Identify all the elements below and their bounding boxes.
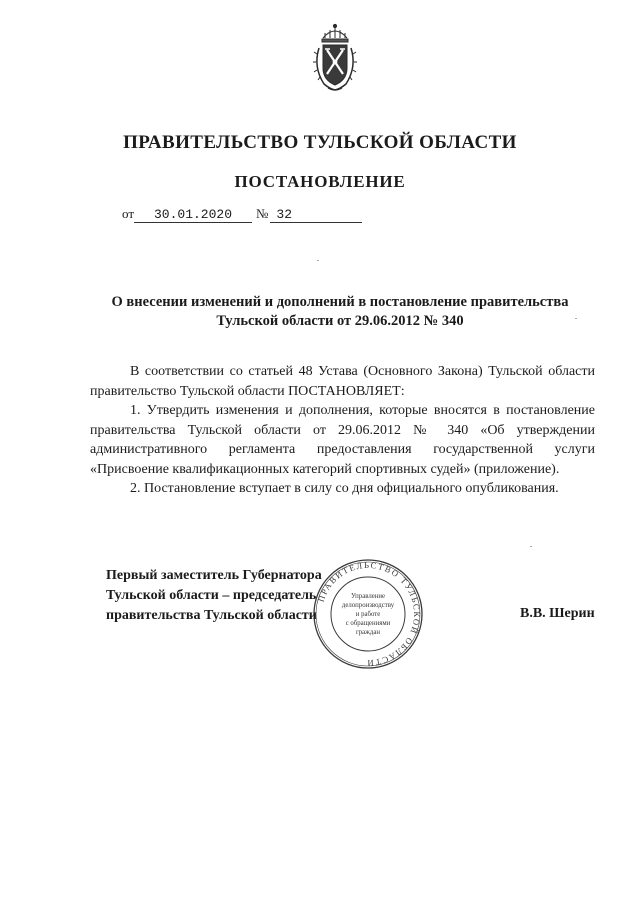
number-value: 32 — [270, 207, 362, 223]
scan-speck — [530, 546, 532, 547]
stamp-line-2: делопроизводству — [341, 602, 395, 609]
item-2-paragraph: 2. Постановление вступает в силу со дня официального опубликования. — [130, 481, 559, 496]
preamble-paragraph: В соответствии со статьей 48 Устава (Основного Закона) Тульской области правительство Тульской области ПОСТАНОВЛЯЕТ: — [90, 364, 595, 399]
scan-speck — [575, 318, 577, 319]
date-label: от — [122, 206, 135, 221]
government-title: ПРАВИТЕЛЬСТВО ТУЛЬСКОЙ ОБЛАСТИ — [123, 132, 517, 153]
position-line-1: Первый заместитель Губернатора — [106, 568, 322, 583]
number-label: № — [256, 206, 269, 221]
document-subject: О внесении изменений и дополнений в постановление правительства Тульской области от 29.06.2012 № 340 — [111, 294, 569, 329]
position-line-2: Тульской области – председатель — [106, 588, 317, 603]
stamp-line-4: с обращениями — [345, 620, 391, 627]
item-1-paragraph: 1. Утвердить изменения и дополнения, которые вносятся в постановление правительства Тульской области от 29.06.2012 № 340 «Об утверждении административного регламента предоставления государственной услуги «Присвоение квалификационных категорий спортивных судей» (приложение). — [90, 403, 595, 477]
signatory-name: В.В. Шерин — [520, 606, 595, 621]
stamp-ring-text: ПРАВИТЕЛЬСТВО ТУЛЬСКОЙ ОБЛАСТИ — [315, 559, 423, 669]
stamp-line-5: граждан — [355, 629, 381, 636]
signatory-position — [106, 566, 346, 626]
scan-speck — [317, 260, 319, 261]
date-number-line — [122, 206, 362, 223]
stamp-line-1: Управление — [350, 593, 386, 600]
document-body — [90, 362, 595, 499]
coat-of-arms-icon — [310, 22, 360, 92]
position-line-3: правительства Тульской области — [106, 608, 317, 623]
stamp-line-3: и работе — [355, 611, 381, 618]
date-value: 30.01.2020 — [134, 207, 252, 223]
document-kind: ПОСТАНОВЛЕНИЕ — [234, 172, 406, 191]
